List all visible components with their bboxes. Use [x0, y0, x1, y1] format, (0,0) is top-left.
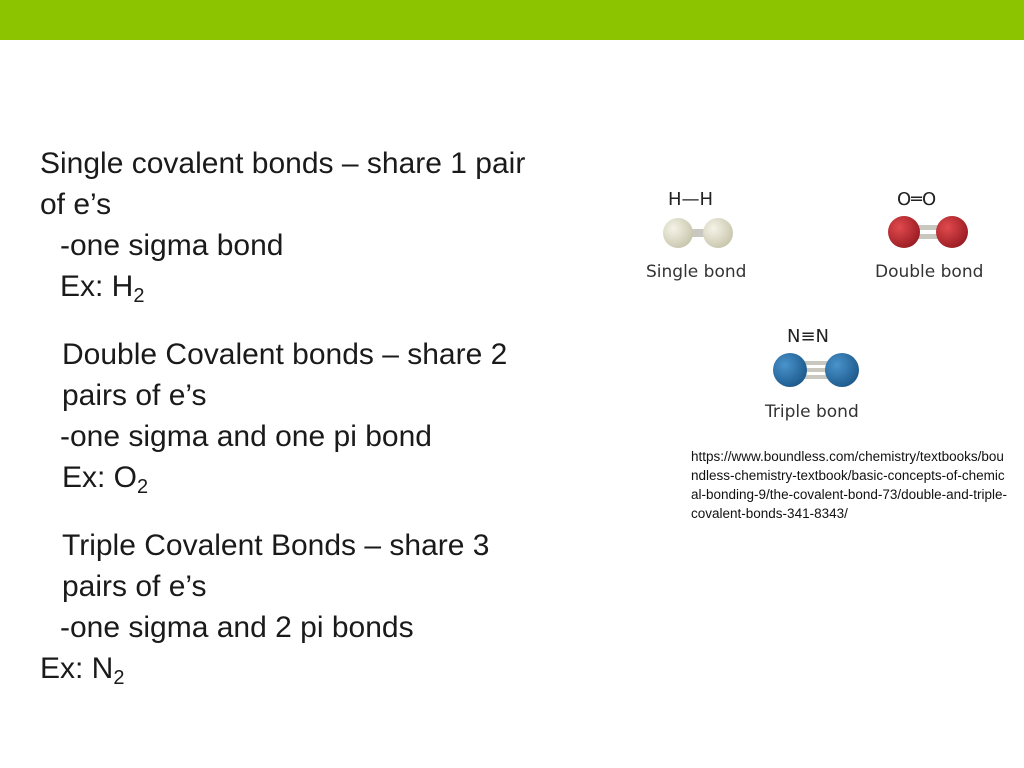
subscript: 2 [137, 476, 149, 498]
text-line: Triple Covalent Bonds – share 3 [62, 529, 490, 562]
text-line: of e’s [40, 188, 112, 221]
formula-n2: N≡N [787, 326, 830, 347]
text-line: -one sigma and 2 pi bonds [60, 611, 414, 644]
example-n2 [40, 648, 124, 689]
formula-o2: O═O [897, 189, 937, 210]
top-accent-bar [0, 0, 1024, 40]
subscript: 2 [133, 285, 145, 307]
text-line: Single covalent bonds – share 1 pair [40, 147, 526, 180]
n2-molecule-icon [771, 351, 861, 389]
example-text: Ex: O [62, 461, 138, 494]
label-single-bond: Single bond [646, 262, 747, 282]
text-line: Double Covalent bonds – share 2 [62, 338, 508, 371]
source-url[interactable]: https://www.boundless.com/chemistry/textbooks/boundless-chemistry-textbook/basic-concepts-of-chemical-bonding-9/the-covalent-bond-73/double-and-triple-covalent-bonds-341-8343/ [691, 449, 1007, 521]
formula-h2: H—H [668, 189, 714, 210]
label-triple-bond: Triple bond [765, 402, 859, 422]
subscript: 2 [113, 667, 125, 689]
text-line: -one sigma and one pi bond [60, 420, 432, 453]
example-text: Ex: H [60, 270, 134, 303]
text-line: pairs of e’s [62, 570, 207, 603]
text-line: -one sigma bond [60, 229, 284, 262]
example-h2 [60, 266, 144, 307]
o2-molecule-icon [885, 213, 971, 251]
text-line: pairs of e’s [62, 379, 207, 412]
example-text: Ex: N [40, 652, 114, 685]
h2-molecule-icon [660, 215, 736, 251]
label-double-bond: Double bond [875, 262, 984, 282]
example-o2 [62, 457, 148, 498]
